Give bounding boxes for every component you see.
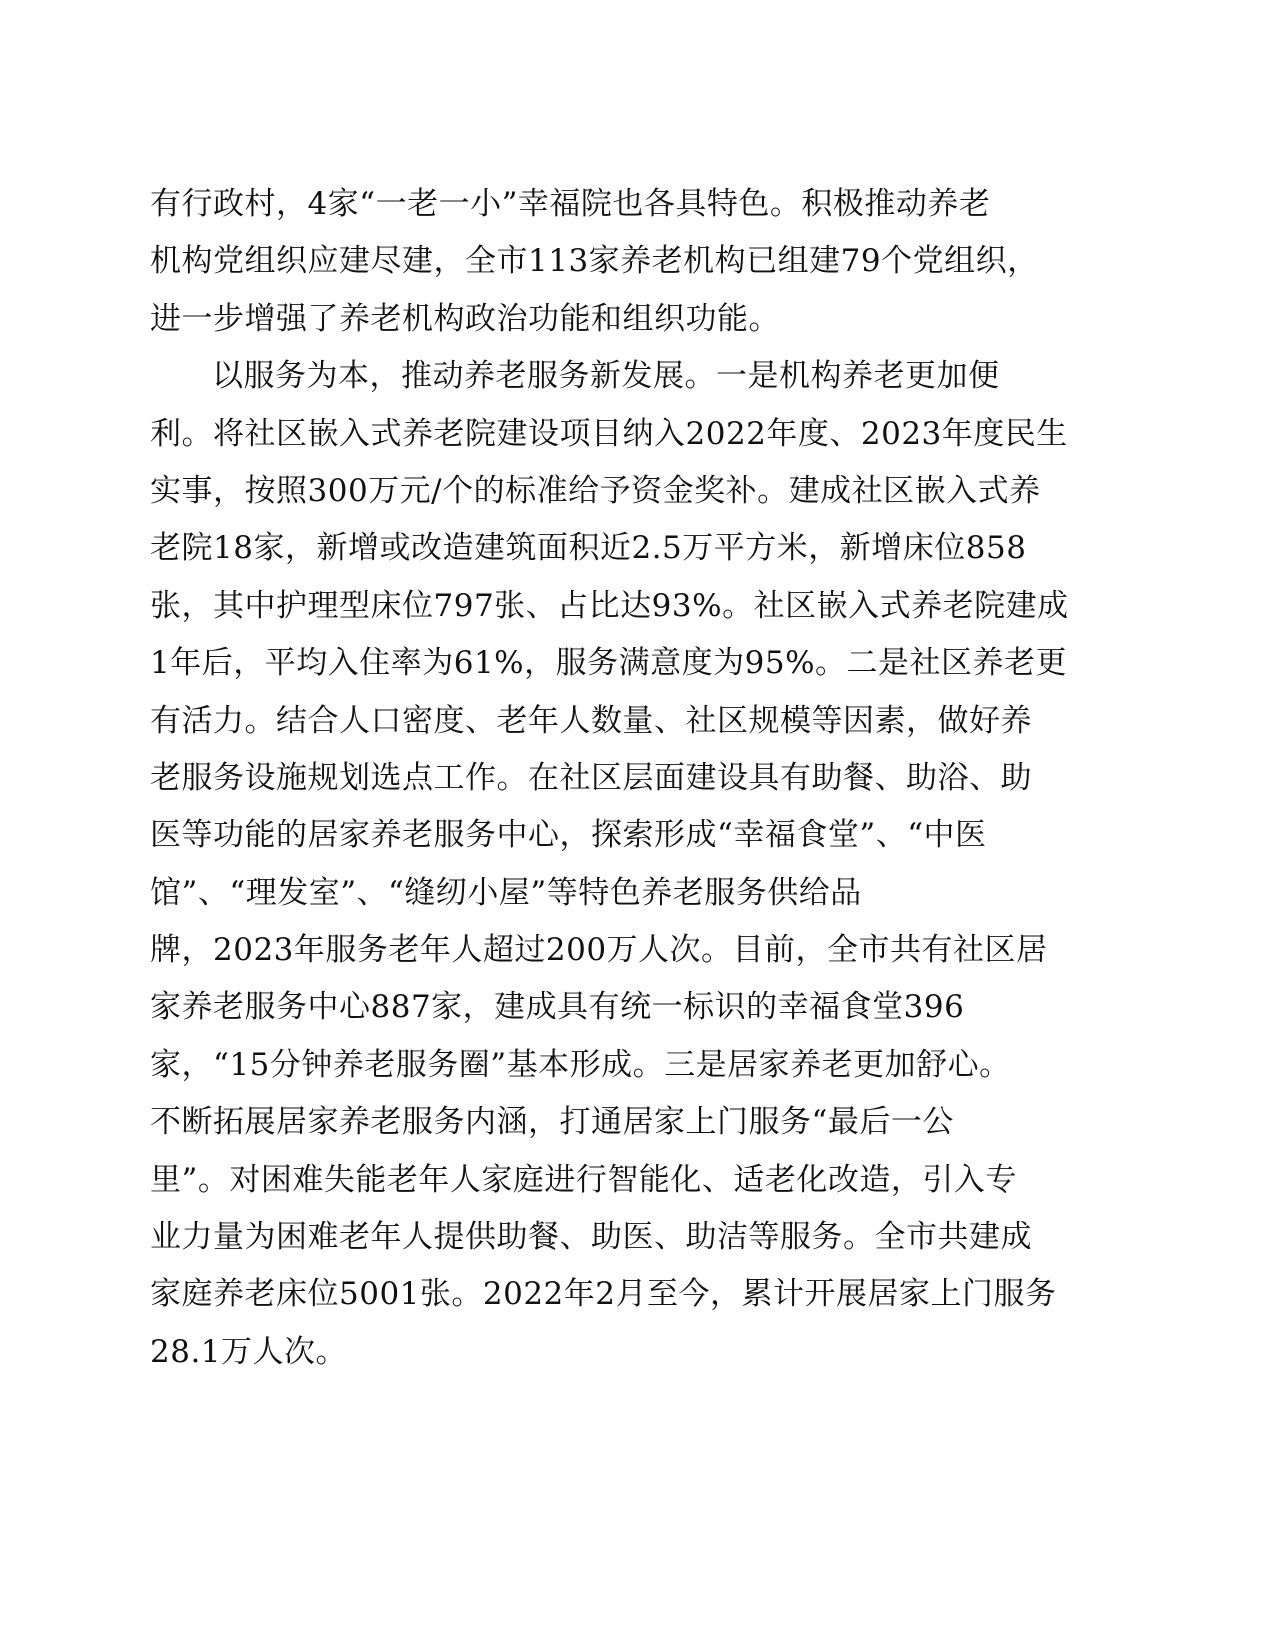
paragraph-heading-line: 以服务为本，推动养老服务新发展。一是机构养老更加便 [212, 358, 1000, 395]
text-line: 28.1万人次。 [150, 1333, 348, 1370]
text-line: 里”。对困难失能老年人家庭进行智能化、适老化改造，引入专 [150, 1161, 1017, 1198]
text-line: 有行政村，4家“一老一小”幸福院也各具特色。积极推动养老 [150, 186, 991, 222]
text-line: 馆”、“理发室”、“缝纫小屋”等特色养老服务供给品 [150, 874, 862, 911]
text-line: 牌，2023年服务老年人超过200万人次。目前，全市共有社区居 [150, 932, 1048, 969]
document-body [150, 176, 1080, 1381]
text-line: 老服务设施规划选点工作。在社区层面建设具有助餐、助浴、助 [150, 759, 1032, 796]
text-line: 医等功能的居家养老服务中心，探索形成“幸福食堂”、“中医 [150, 817, 987, 854]
text-line: 1年后，平均入住率为61%，服务满意度为95%。二是社区养老更 [150, 645, 1068, 682]
text-line: 利。将社区嵌入式养老院建设项目纳入2022年度、2023年度民生 [150, 415, 1068, 452]
text-line: 实事，按照300万元/个的标准给予资金奖补。建成社区嵌入式养 [150, 472, 1041, 509]
text-line: 家，“15分钟养老服务圈”基本形成。三是居家养老更加舒心。 [150, 1046, 1011, 1083]
text-line: 老院18家，新增或改造建筑面积近2.5万平方米，新增床位858 [150, 530, 1027, 567]
text-line: 有活力。结合人口密度、老年人数量、社区规模等因素，做好养 [150, 702, 1032, 739]
text-line: 业力量为困难老年人提供助餐、助医、助洁等服务。全市共建成 [150, 1219, 1032, 1256]
text-line: 家养老服务中心887家，建成具有统一标识的幸福食堂396 [150, 989, 965, 1026]
text-line: 进一步增强了养老机构政治功能和组织功能。 [150, 300, 780, 337]
text-line: 家庭养老床位5001张。2022年2月至今，累计开展居家上门服务 [150, 1276, 1057, 1313]
text-line: 不断拓展居家养老服务内涵，打通居家上门服务“最后一公 [150, 1104, 954, 1141]
text-line: 张，其中护理型床位797张、占比达93%。社区嵌入式养老院建成 [150, 587, 1069, 624]
text-line: 机构党组织应建尽建，全市113家养老机构已组建79个党组织， [150, 243, 1039, 280]
